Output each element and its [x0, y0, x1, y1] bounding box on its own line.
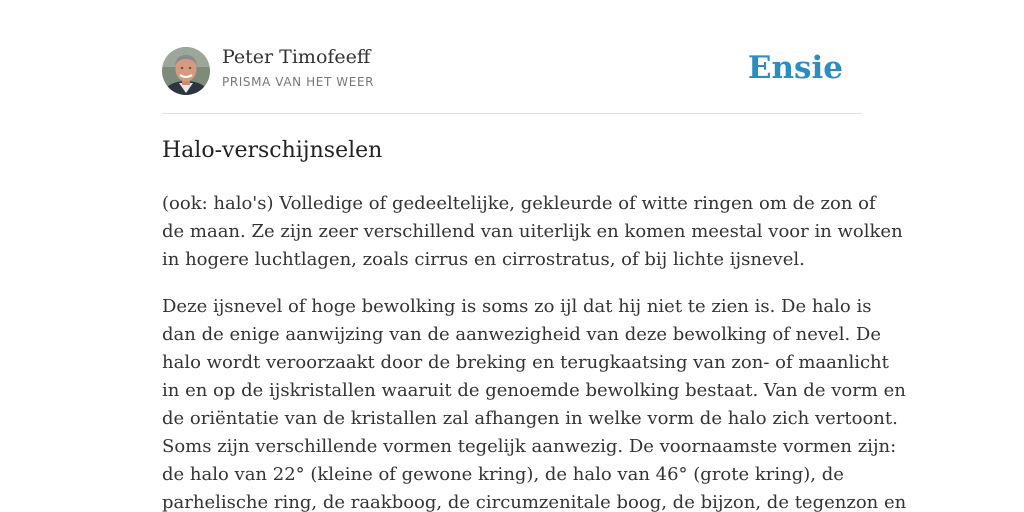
article-body — [162, 190, 907, 512]
paragraph-2-line-7: de halo van 22° (kleine of gewone kring), de halo van 46° (grote kring), de — [162, 464, 844, 485]
paragraph-2-line-8: parhelische ring, de raakboog, de circumzenitale boog, de bijzon, de tegenzon en — [162, 492, 907, 512]
header-divider — [162, 113, 862, 114]
author-name[interactable]: Peter Timofeeff — [222, 46, 371, 68]
ensie-logo[interactable]: Ensie — [747, 50, 843, 86]
paragraph-2-line-6: Soms zijn verschillende vormen tegelijk aanwezig. De voornaamste vormen zijn: — [162, 436, 897, 457]
paragraph-2-line-4: in en op de ijskristallen waaruit de genoemde bewolking bestaat. Van de vorm en — [162, 380, 906, 401]
paragraph-1-line-2: de maan. Ze zijn zeer verschillend van uiterlijk en komen meestal voor in wolken — [162, 221, 903, 242]
paragraph-1-line-1: (ook: halo's) Volledige of gedeeltelijke, gekleurde of witte ringen om de zon of — [162, 193, 876, 214]
author-avatar[interactable] — [162, 47, 210, 95]
paragraph-2-line-3: halo wordt veroorzaakt door de breking en terugkaatsing van zon- of maanlicht — [162, 352, 889, 373]
paragraph-1 — [162, 190, 903, 274]
paragraph-2-line-2: dan de enige aanwijzing van de aanwezigheid van deze bewolking of nevel. De — [162, 324, 881, 345]
paragraph-2 — [162, 293, 907, 512]
avatar-image — [162, 47, 210, 95]
article-title: Halo-verschijnselen — [162, 138, 383, 163]
article-header — [162, 46, 862, 96]
paragraph-2-line-1: Deze ijsnevel of hoge bewolking is soms zo ijl dat hij niet te zien is. De halo is — [162, 296, 872, 317]
paragraph-1-line-3: in hogere luchtlagen, zoals cirrus en cirrostratus, of bij lichte ijsnevel. — [162, 249, 805, 270]
paragraph-2-line-5: de oriëntatie van de kristallen zal afhangen in welke vorm de halo zich vertoont. — [162, 408, 898, 429]
source-name[interactable]: PRISMA VAN HET WEER — [222, 75, 375, 89]
